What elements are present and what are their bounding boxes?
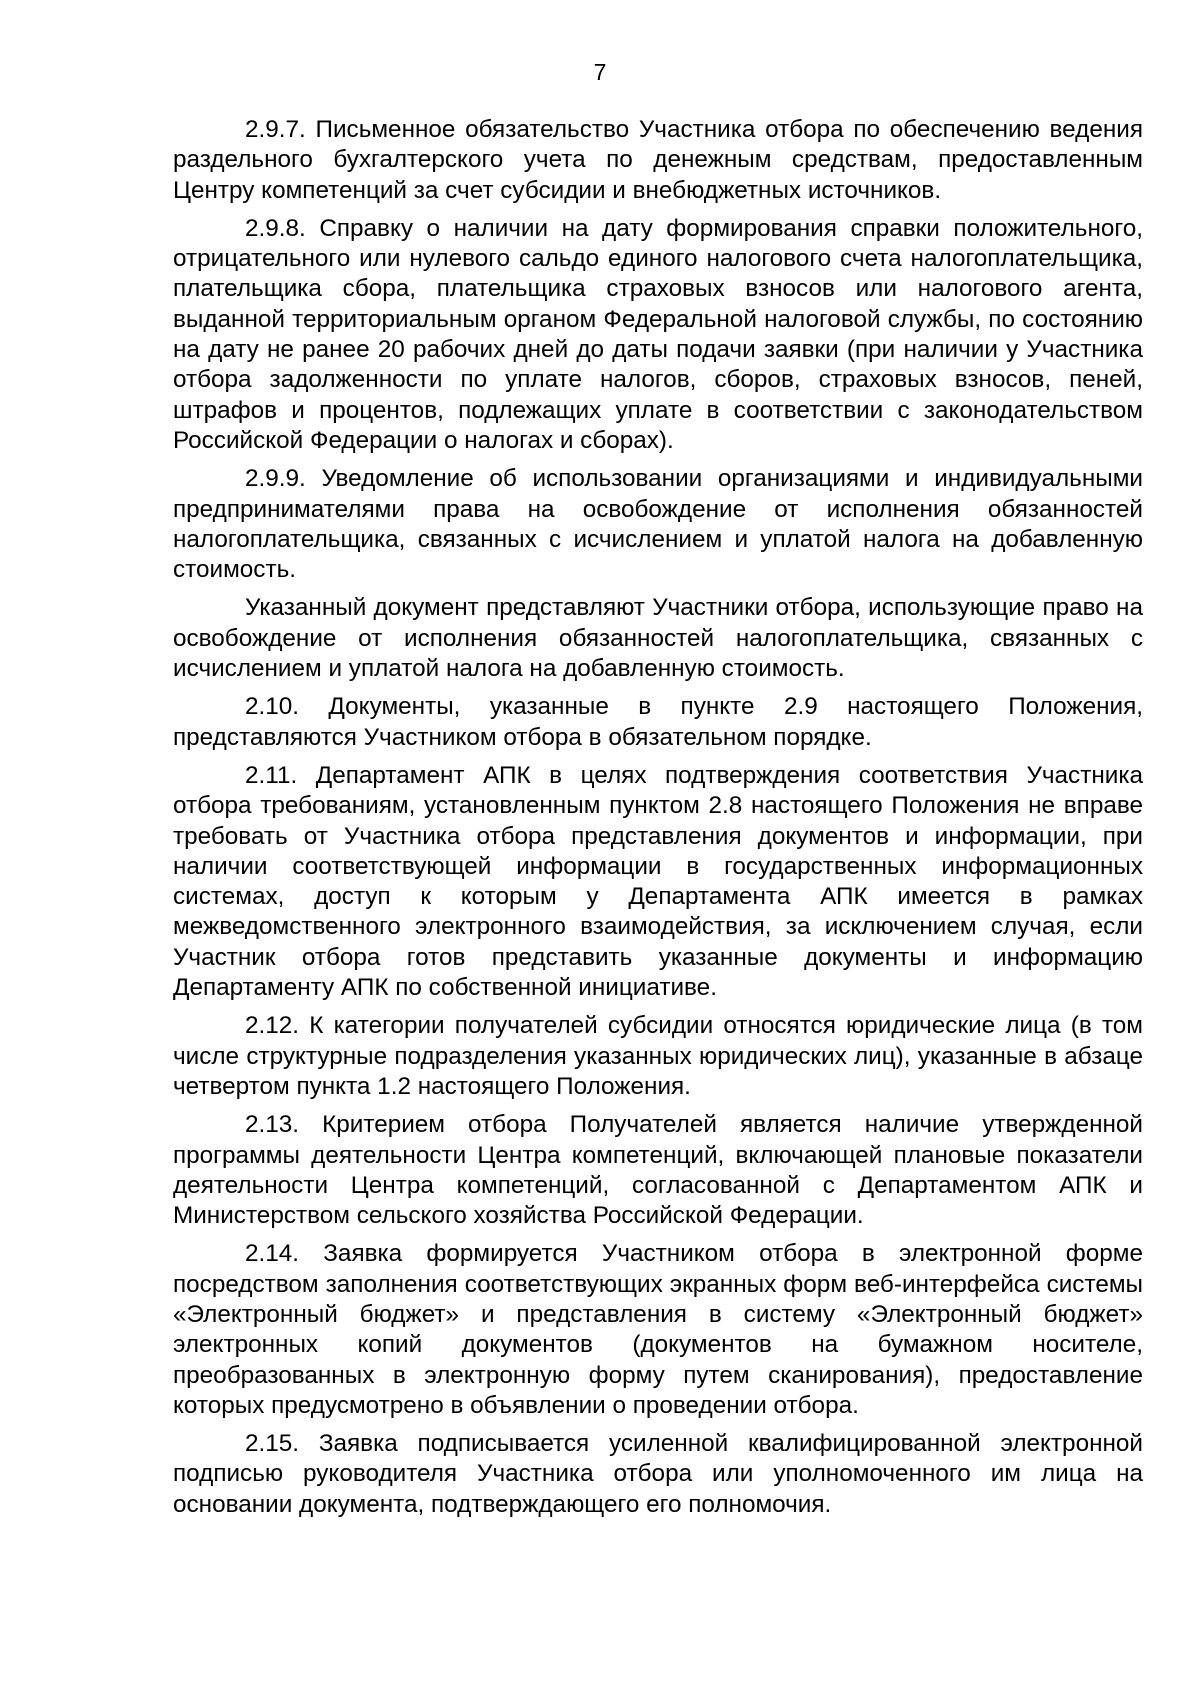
paragraph-2-11: 2.11. Департамент АПК в целях подтверждения соответствия Участника отбора требованиям, установленным пунктом 2.8 настоящего Положения не вправе требовать от Участника отбора представления документов и информации, при наличии соответствующей информации в государственных информационных системах, доступ к которым у Департамента АПК имеется в рамках межведомственного электронного взаимодействия, за исключением случая, если Участник отбора готов представить указанные документы и информацию Департаменту АПК по собственной инициативе. bbox=[173, 761, 1143, 1002]
paragraph-2-9-9-note: Указанный документ представляют Участники отбора, использующие право на освобождение от исполнения обязанностей налогоплательщика, связанных с исчислением и уплатой налога на добавленную стоимость. bbox=[173, 594, 1143, 683]
paragraph-2-9-7: 2.9.7. Письменное обязательство Участника отбора по обеспечению ведения раздельного бухгалтерского учета по денежным средствам, предоставленным Центру компетенций за счет субсидии и внебюджетных источников. bbox=[173, 116, 1143, 204]
paragraph-2-9-9: 2.9.9. Уведомление об использовании организациями и индивидуальными предпринимателями права на освобождение от исполнения обязанностей налогоплательщика, связанных с исчислением и уплатой налога на добавленную стоимость. bbox=[173, 465, 1143, 584]
paragraph-2-14: 2.14. Заявка формируется Участником отбора в электронной форме посредством заполнения соответствующих экранных форм веб-интерфейса системы «Электронный бюджет» и представления в систему «Электронный бюджет» электронных копий документов (документов на бумажном носителе, преобразованных в электронную форму путем сканирования), предоставление которых предусмотрено в объявлении о проведении отбора. bbox=[173, 1240, 1143, 1419]
paragraph-2-10: 2.10. Документы, указанные в пункте 2.9 настоящего Положения, представляются Участником отбора в обязательном порядке. bbox=[173, 693, 1143, 751]
paragraph-2-13: 2.13. Критерием отбора Получателей является наличие утвержденной программы деятельности Центра компетенций, включающей плановые показатели деятельности Центра компетенций, согласованной с Департаментом АПК и Министерством сельского хозяйства Российской Федерации. bbox=[173, 1111, 1143, 1230]
paragraph-2-15: 2.15. Заявка подписывается усиленной квалифицированной электронной подписью руководителя Участника отбора или уполномоченного им лица на основании документа, подтверждающего его полномочия. bbox=[173, 1430, 1143, 1518]
document-body bbox=[173, 115, 1143, 1528]
page-number: 7 bbox=[593, 59, 607, 85]
paragraph-2-9-8: 2.9.8. Справку о наличии на дату формирования справки положительного, отрицательного или нулевого сальдо единого налогового счета налогоплательщика, плательщика сбора, плательщика страховых взносов или налогового агента, выданной территориальным органом Федеральной налоговой службы, по состоянию на дату не ранее 20 рабочих дней до даты подачи заявки (при наличии у Участника отбора задолженности по уплате налогов, сборов, страховых взносов, пеней, штрафов и процентов, подлежащих уплате в соответствии с законодательством Российской Федерации о налогах и сборах). bbox=[173, 214, 1143, 454]
paragraph-2-12: 2.12. К категории получателей субсидии относятся юридические лица (в том числе структурные подразделения указанных юридических лиц), указанные в абзаце четвертом пункта 1.2 настоящего Положения. bbox=[173, 1012, 1143, 1100]
